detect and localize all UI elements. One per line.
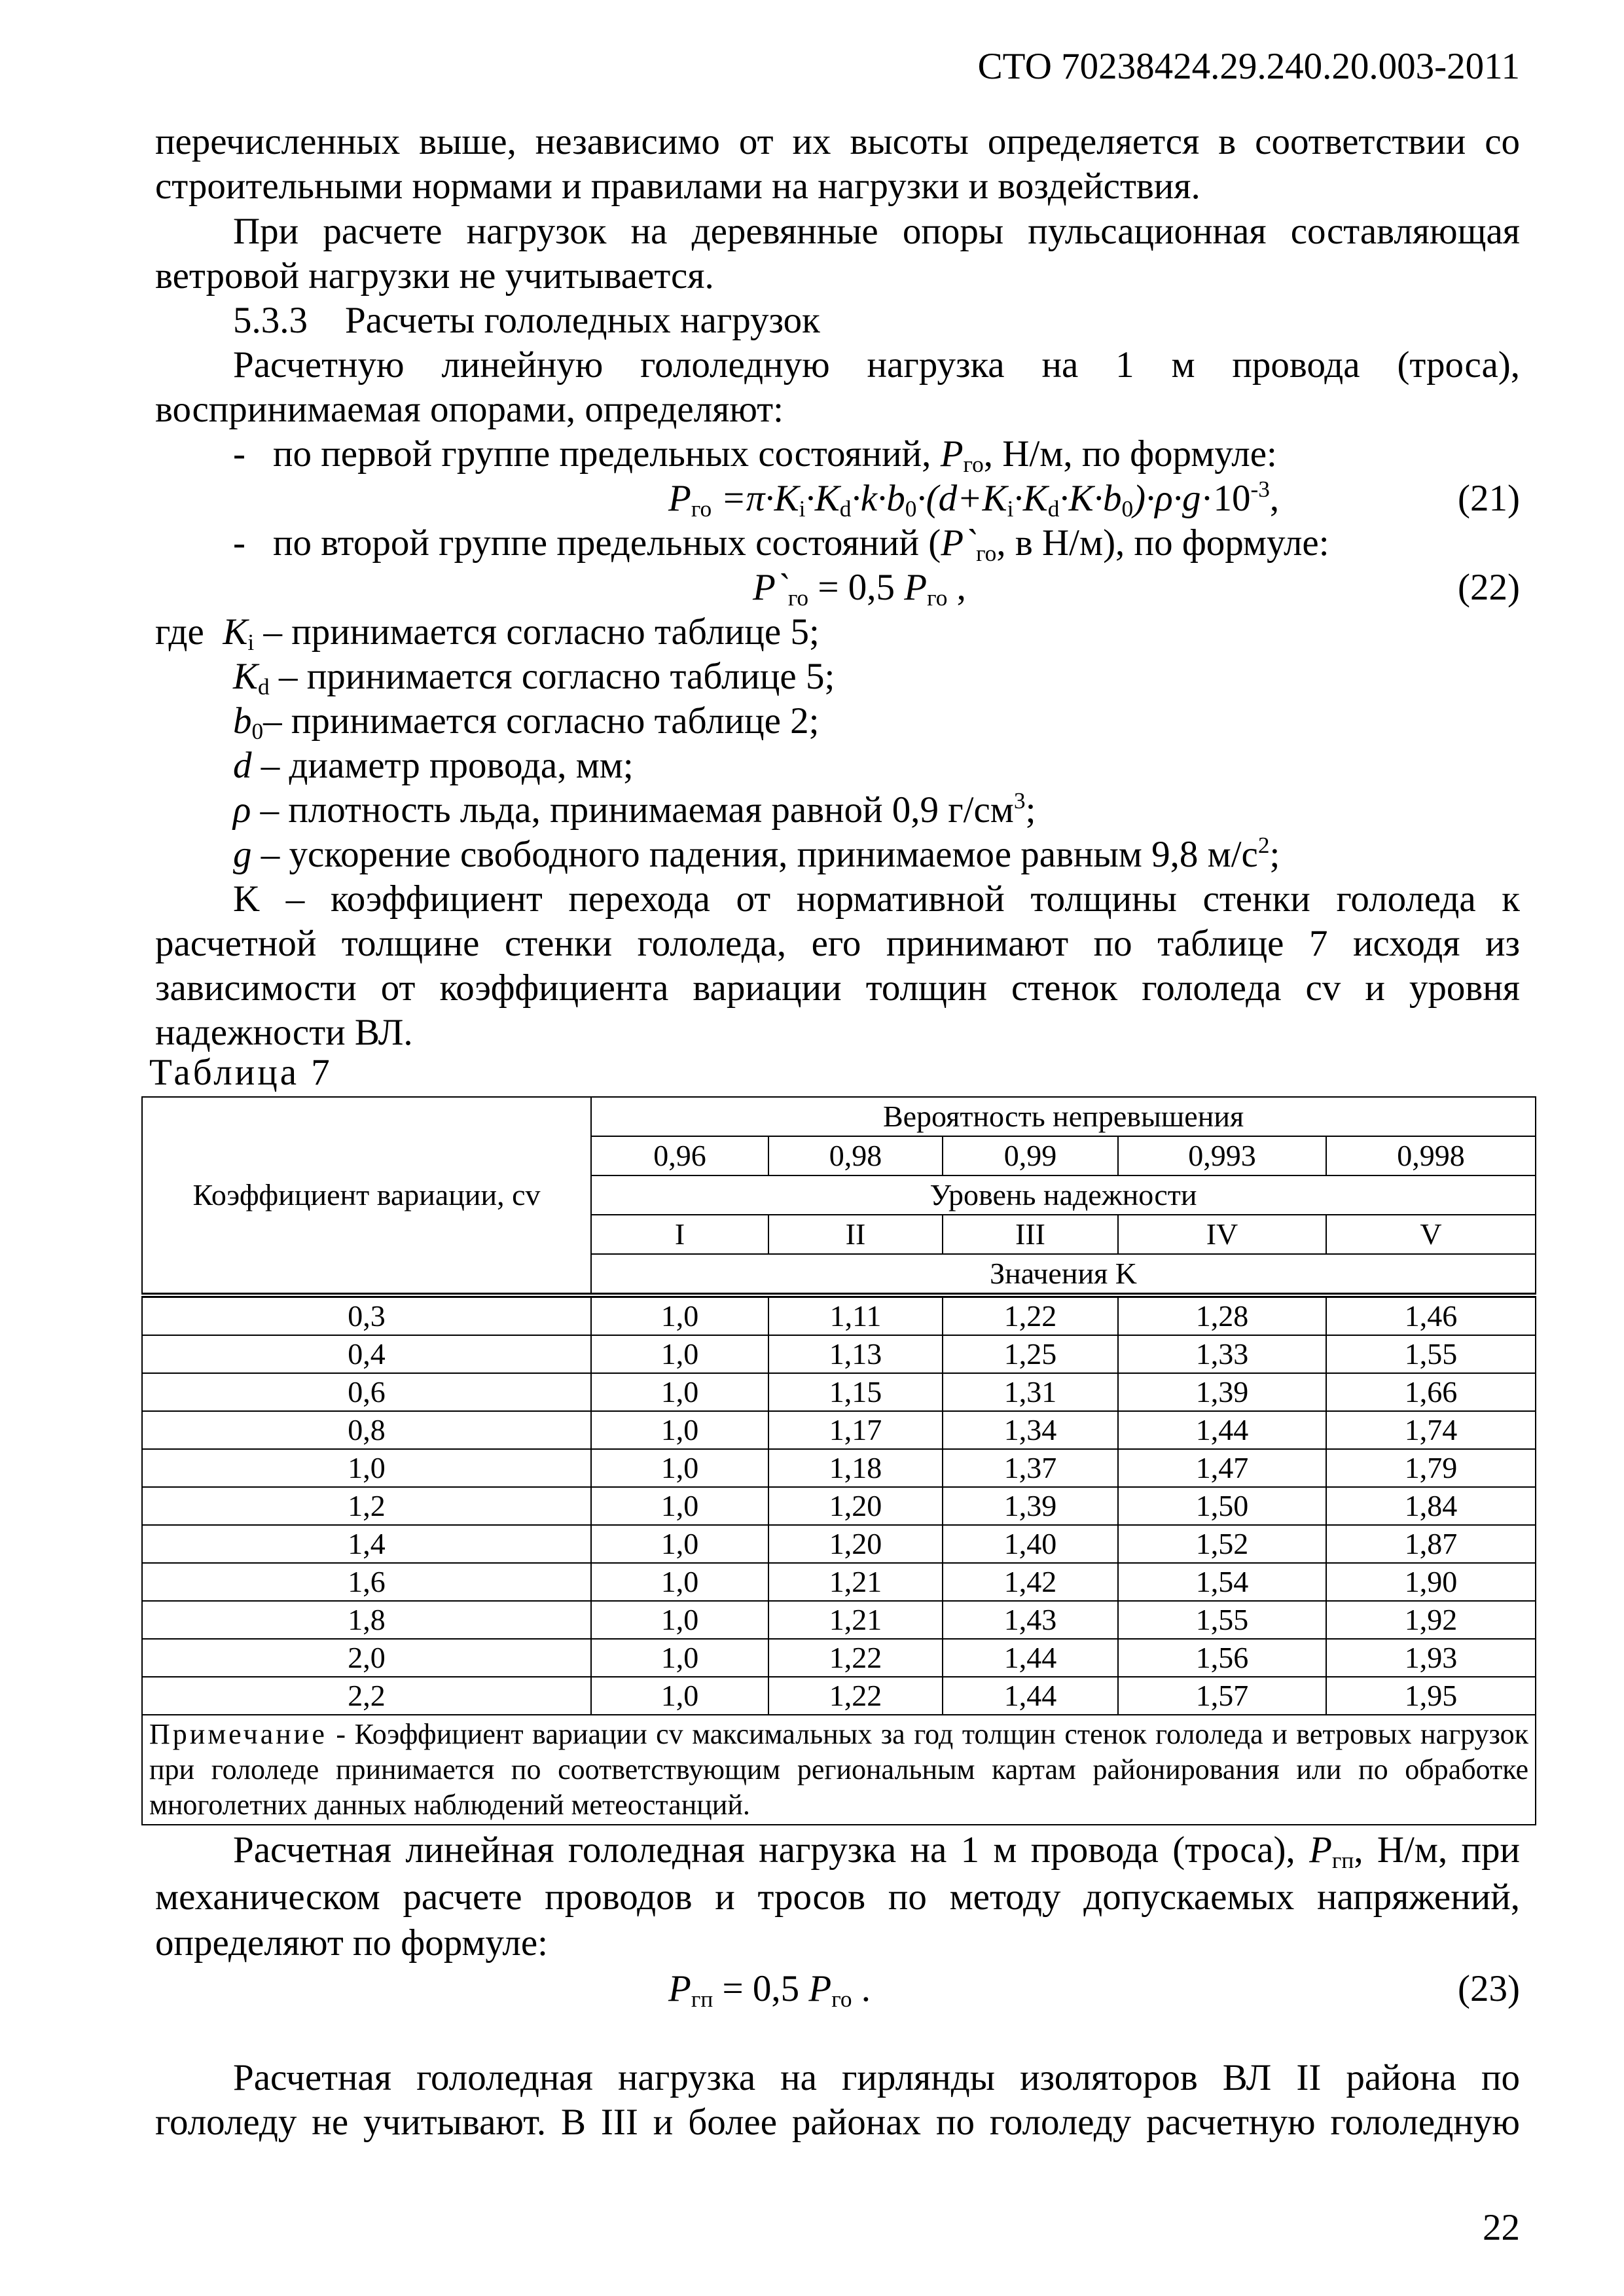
- equation-number-23: (23): [1458, 1968, 1520, 2009]
- text-segment: K: [233, 656, 259, 697]
- k-value-cell: 1,57: [1118, 1677, 1326, 1715]
- list-item-second-group: [273, 521, 1517, 565]
- definition-d: [233, 744, 1520, 788]
- table-row: [142, 1373, 1536, 1411]
- text-segment: P: [1309, 1829, 1332, 1871]
- text-segment: – диаметр провода, мм;: [251, 745, 634, 786]
- k-value-cell: 1,74: [1326, 1411, 1536, 1449]
- k-value-cell: 1,31: [943, 1373, 1118, 1411]
- k-value-cell: 1,22: [768, 1677, 943, 1715]
- text-segment: )·ρ·g: [1133, 478, 1201, 519]
- text-segment: го: [691, 495, 712, 522]
- text-segment: ·10: [1200, 478, 1251, 519]
- k-value-cell: 1,11: [768, 1295, 943, 1335]
- cv-cell: 1,8: [142, 1601, 591, 1639]
- paragraph-line: Расчетная гололедная нагрузка на гирлянды изоляторов ВЛ II района по: [233, 2057, 1520, 2098]
- k-value-cell: 1,47: [1118, 1449, 1326, 1487]
- k-value-cell: 1,21: [768, 1563, 943, 1601]
- formula-21: [668, 476, 1388, 521]
- cv-cell: 0,8: [142, 1411, 591, 1449]
- note-label: Примечание: [149, 1718, 327, 1750]
- formula-23-line: [155, 1967, 1520, 2011]
- k-value-cell: 1,34: [943, 1411, 1118, 1449]
- k-value-cell: 1,52: [1118, 1525, 1326, 1563]
- reliability-level-cell: III: [943, 1215, 1118, 1254]
- text-segment: где: [155, 611, 223, 653]
- paragraph-line: механическом расчете проводов и тросов по методу допускаемых напряжений,: [155, 1876, 1520, 1918]
- text-segment: гп: [1331, 1847, 1354, 1873]
- probability-cell: 0,993: [1118, 1136, 1326, 1175]
- text-segment: по первой группе предельных состояний,: [273, 433, 941, 475]
- text-segment: i: [247, 629, 255, 655]
- text-segment: P: [668, 1968, 691, 2009]
- paragraph-line: воспринимаемая опорами, определяют:: [155, 389, 784, 430]
- paragraph-line: строительными нормами и правилами на нагрузки и воздействия.: [155, 166, 1200, 207]
- k-value-cell: 1,37: [943, 1449, 1118, 1487]
- text-segment: ,: [1269, 478, 1280, 519]
- reliability-level-cell: I: [591, 1215, 768, 1254]
- text-segment: ,: [947, 567, 966, 608]
- text-segment: ;: [1269, 834, 1280, 875]
- table-row: [142, 1411, 1536, 1449]
- k-value-cell: 1,0: [591, 1449, 768, 1487]
- list-item-first-group: [273, 432, 1517, 476]
- k-value-cell: 1,43: [943, 1601, 1118, 1639]
- text-segment: d: [233, 745, 252, 786]
- text-segment: P`: [753, 567, 788, 608]
- k-value-cell: 1,84: [1326, 1487, 1536, 1525]
- paragraph-line: гололеду не учитывают. В III и более районах по гололеду расчетную гололедную: [155, 2102, 1520, 2143]
- text-segment: = 0,5: [713, 1968, 809, 2009]
- k-value-cell: 1,66: [1326, 1373, 1536, 1411]
- text-segment: 0: [905, 495, 917, 522]
- cv-cell: 1,4: [142, 1525, 591, 1563]
- text-segment: P: [808, 1968, 832, 2009]
- k-value-cell: 1,90: [1326, 1563, 1536, 1601]
- section-heading: 5.3.3 Расчеты гололедных нагрузок: [233, 300, 820, 341]
- note-text: - Коэффициент вариации cv максимальных за год толщин стенок гололеда и ветровых нагрузок при гололеде принимается по соответствующим региональным картам районирования или по обработке многолетних данных наблюдений метеостанций.: [149, 1718, 1529, 1821]
- k-value-cell: 1,44: [943, 1639, 1118, 1677]
- cv-cell: 1,0: [142, 1449, 591, 1487]
- table-note: [142, 1715, 1536, 1825]
- table-row: [142, 1449, 1536, 1487]
- table-and-following-text: [0, 1096, 1624, 2145]
- header-variation-coefficient: Коэффициент вариации, cv: [142, 1097, 591, 1295]
- k-value-cell: 1,92: [1326, 1601, 1536, 1639]
- text-segment: ;: [1025, 789, 1036, 831]
- k-value-cell: 1,79: [1326, 1449, 1536, 1487]
- text-segment: го: [963, 451, 984, 477]
- text-segment: 3: [1013, 787, 1026, 814]
- document-code-header: СТО 70238424.29.240.20.003-2011: [977, 46, 1520, 87]
- table-7: [141, 1096, 1536, 1825]
- formula-23: [668, 1967, 871, 2011]
- definition-rho: [233, 788, 1520, 833]
- definition-b0: [233, 699, 1520, 744]
- paragraph-line: ветровой нагрузки не учитывается.: [155, 255, 714, 296]
- cv-cell: 2,0: [142, 1639, 591, 1677]
- probability-cell: 0,998: [1326, 1136, 1536, 1175]
- text-segment: P: [668, 478, 691, 519]
- paragraph-line: Расчетную линейную гололедную нагрузка на 1 м провода (троса),: [233, 344, 1520, 386]
- text-segment: i: [799, 495, 806, 522]
- text-segment: ·K·b: [1059, 478, 1122, 519]
- text-segment: -3: [1250, 476, 1270, 502]
- k-value-cell: 1,22: [768, 1639, 943, 1677]
- paragraph-line: расчетной толщине стенки гололеда, его принимают по таблице 7 исходя из: [155, 923, 1520, 964]
- paragraph-line: При расчете нагрузок на деревянные опоры пульсационная составляющая: [233, 211, 1520, 252]
- k-value-cell: 1,0: [591, 1295, 768, 1335]
- k-value-cell: 1,40: [943, 1525, 1118, 1563]
- list-dash: -: [233, 433, 245, 475]
- text-segment: ρ: [233, 789, 251, 831]
- paragraph-line: надежности ВЛ.: [155, 1012, 413, 1053]
- k-value-cell: 1,93: [1326, 1639, 1536, 1677]
- k-value-cell: 1,54: [1118, 1563, 1326, 1601]
- cv-cell: 1,6: [142, 1563, 591, 1601]
- paragraph-line: зависимости от коэффициента вариации толщин стенок гололеда cv и уровня: [155, 967, 1520, 1009]
- text-segment: .: [852, 1968, 871, 2009]
- probability-cell: 0,98: [768, 1136, 943, 1175]
- reliability-level-cell: II: [768, 1215, 943, 1254]
- cv-cell: 0,4: [142, 1335, 591, 1373]
- paragraph-line: определяют по формуле:: [155, 1922, 548, 1964]
- table-row: [142, 1563, 1536, 1601]
- k-value-cell: 1,18: [768, 1449, 943, 1487]
- table-caption: Таблица 7: [149, 1052, 333, 1093]
- text-segment: Расчетная линейная гололедная нагрузка на 1 м провода (троса),: [233, 1829, 1310, 1871]
- text-segment: ·K: [805, 478, 840, 519]
- k-value-cell: 1,56: [1118, 1639, 1326, 1677]
- definition-kd: [233, 655, 1520, 699]
- k-value-cell: 1,87: [1326, 1525, 1536, 1563]
- text-segment: i: [1007, 495, 1014, 522]
- table-row: [142, 1639, 1536, 1677]
- text-segment: K: [223, 611, 248, 653]
- k-value-cell: 1,39: [1118, 1373, 1326, 1411]
- paragraph-line: [233, 1828, 1520, 1873]
- k-value-cell: 1,15: [768, 1373, 943, 1411]
- text-segment: ·K: [1013, 478, 1048, 519]
- text-segment: d: [258, 673, 270, 700]
- k-value-cell: 1,0: [591, 1487, 768, 1525]
- text-segment: 2: [1257, 832, 1270, 858]
- header-reliability-level: Уровень надежности: [591, 1175, 1536, 1215]
- text-segment: 0: [251, 718, 264, 744]
- equation-number-22: (22): [1458, 567, 1520, 608]
- k-value-cell: 1,0: [591, 1639, 768, 1677]
- table-row: [142, 1601, 1536, 1639]
- text-segment: го: [787, 584, 809, 611]
- text-segment: – принимается согласно таблице 5;: [269, 656, 835, 697]
- k-value-cell: 1,33: [1118, 1335, 1326, 1373]
- k-value-cell: 1,44: [943, 1677, 1118, 1715]
- paragraph-line: перечисленных выше, независимо от их высоты определяется в соответствии со: [155, 121, 1520, 162]
- text-segment: по второй группе предельных состояний (: [273, 522, 941, 564]
- k-value-cell: 1,28: [1118, 1295, 1326, 1335]
- text-segment: , Н/м, по формуле:: [983, 433, 1277, 475]
- k-value-cell: 1,13: [768, 1335, 943, 1373]
- table-row: [142, 1295, 1536, 1335]
- reliability-level-cell: IV: [1118, 1215, 1326, 1254]
- header-probability: Вероятность непревышения: [591, 1097, 1536, 1136]
- k-value-cell: 1,55: [1118, 1601, 1326, 1639]
- definition-g: [233, 833, 1520, 877]
- cv-cell: 1,2: [142, 1487, 591, 1525]
- table-row: [142, 1335, 1536, 1373]
- text-segment: 0: [1121, 495, 1134, 522]
- reliability-level-cell: V: [1326, 1215, 1536, 1254]
- text-segment: d: [1047, 495, 1060, 522]
- table-row: [142, 1487, 1536, 1525]
- k-value-cell: 1,0: [591, 1601, 768, 1639]
- k-value-cell: 1,46: [1326, 1295, 1536, 1335]
- k-value-cell: 1,39: [943, 1487, 1118, 1525]
- table-row: [142, 1677, 1536, 1715]
- text-segment: – принимается согласно таблице 5;: [254, 611, 820, 653]
- k-value-cell: 1,0: [591, 1335, 768, 1373]
- k-value-cell: 1,0: [591, 1411, 768, 1449]
- k-value-cell: 1,55: [1326, 1335, 1536, 1373]
- text-segment: гп: [691, 1986, 713, 2012]
- k-value-cell: 1,50: [1118, 1487, 1326, 1525]
- table-row: [142, 1525, 1536, 1563]
- k-value-cell: 1,95: [1326, 1677, 1536, 1715]
- cv-cell: 2,2: [142, 1677, 591, 1715]
- text-segment: P: [904, 567, 928, 608]
- text-segment: го: [927, 584, 948, 611]
- probability-cell: 0,99: [943, 1136, 1118, 1175]
- k-value-cell: 1,44: [1118, 1411, 1326, 1449]
- k-value-cell: 1,17: [768, 1411, 943, 1449]
- text-segment: b: [233, 700, 252, 742]
- definition-ki: [155, 610, 1520, 655]
- text-segment: го: [976, 540, 997, 566]
- page-number: 22: [1483, 2207, 1520, 2248]
- k-value-cell: 1,42: [943, 1563, 1118, 1601]
- k-value-cell: 1,22: [943, 1295, 1118, 1335]
- text-segment: – принимается согласно таблице 2;: [263, 700, 820, 742]
- k-value-cell: 1,21: [768, 1601, 943, 1639]
- k-value-cell: 1,0: [591, 1563, 768, 1601]
- text-segment: = 0,5: [808, 567, 905, 608]
- k-value-cell: 1,20: [768, 1525, 943, 1563]
- list-dash: -: [233, 522, 245, 564]
- k-value-cell: 1,0: [591, 1525, 768, 1563]
- text-segment: – плотность льда, принимаемая равной 0,9 г/см: [251, 789, 1014, 831]
- text-segment: P: [940, 433, 964, 475]
- k-value-cell: 1,0: [591, 1677, 768, 1715]
- text-segment: g: [233, 834, 252, 875]
- text-segment: , в Н/м), по формуле:: [996, 522, 1329, 564]
- formula-22: [753, 565, 1276, 610]
- text-segment: го: [831, 1986, 852, 2012]
- definition-k: K – коэффициент перехода от нормативной толщины стенки гололеда к: [233, 878, 1520, 920]
- text-segment: – ускорение свободного падения, принимаемое равным 9,8 м/с: [251, 834, 1258, 875]
- cv-cell: 0,3: [142, 1295, 591, 1335]
- text-segment: P`: [941, 522, 977, 564]
- probability-cell: 0,96: [591, 1136, 768, 1175]
- text-segment: ·(d+K: [916, 478, 1007, 519]
- k-value-cell: 1,0: [591, 1373, 768, 1411]
- text-segment: =π·K: [712, 478, 799, 519]
- equation-number-21: (21): [1458, 478, 1520, 519]
- text-segment: , Н/м, при: [1354, 1829, 1520, 1871]
- text-segment: d: [839, 495, 852, 522]
- cv-cell: 0,6: [142, 1373, 591, 1411]
- k-value-cell: 1,25: [943, 1335, 1118, 1373]
- header-values-k: Значения K: [591, 1254, 1536, 1295]
- text-segment: ·k·b: [851, 478, 905, 519]
- k-value-cell: 1,20: [768, 1487, 943, 1525]
